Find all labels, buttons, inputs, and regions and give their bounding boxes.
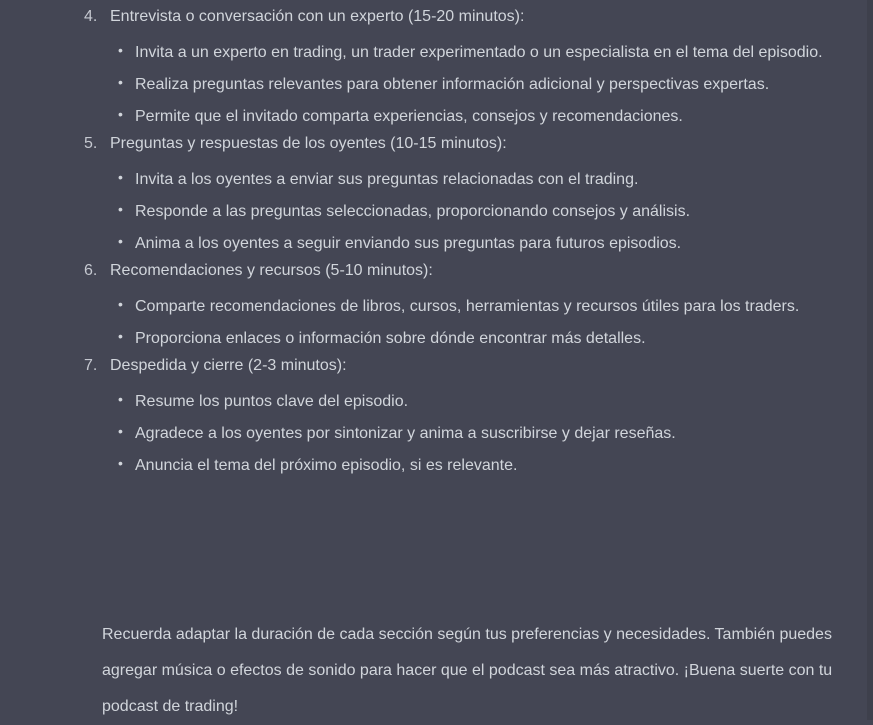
section-number: 5. [84, 135, 98, 152]
bullet-text: Comparte recomendaciones de libros, cursos, herramientas y recursos útiles para los traders. [135, 298, 800, 315]
list-item [0, 228, 860, 260]
bullet-text: Invita a los oyentes a enviar sus preguntas relacionadas con el trading. [135, 171, 639, 188]
list-item [0, 164, 860, 196]
bullet-text: Realiza preguntas relevantes para obtener información adicional y perspectivas expertas. [135, 76, 770, 93]
bullet-icon: • [118, 423, 123, 439]
section-heading [0, 133, 860, 155]
closing-paragraph: Recuerda adaptar la duración de cada sección según tus preferencias y necesidades. También puedes agregar música o efectos de sonido para hacer que el podcast sea más atractivo. ¡Buena suerte con tu podcast de trading! [102, 626, 833, 715]
bullet-text: Permite que el invitado comparta experiencias, consejos y recomendaciones. [135, 108, 683, 125]
bullet-text: Anima a los oyentes a seguir enviando sus preguntas para futuros episodios. [135, 235, 682, 252]
bullet-text: Invita a un experto en trading, un trader experimentado o un especialista en el tema del episodio. [135, 44, 823, 61]
section-heading [0, 6, 860, 28]
bullet-icon: • [118, 455, 123, 471]
section-heading [0, 355, 860, 377]
section-title: Despedida y cierre (2-3 minutos): [110, 357, 347, 374]
section-number: 6. [84, 262, 98, 279]
outline-section-7 [0, 355, 860, 482]
bullet-list [0, 291, 860, 355]
bullet-text: Responde a las preguntas seleccionadas, proporcionando consejos y análisis. [135, 203, 691, 220]
list-item [0, 101, 860, 133]
bullet-text: Anuncia el tema del próximo episodio, si es relevante. [135, 457, 518, 474]
list-item [0, 37, 860, 69]
bullet-list [0, 37, 860, 133]
section-title: Preguntas y respuestas de los oyentes (10-15 minutos): [110, 135, 507, 152]
podcast-outline-list [0, 6, 860, 482]
section-title: Entrevista o conversación con un experto (15-20 minutos): [110, 8, 525, 25]
bullet-icon: • [118, 42, 123, 58]
outline-section-6 [0, 260, 860, 355]
bullet-icon: • [118, 296, 123, 312]
section-title: Recomendaciones y recursos (5-10 minutos): [110, 262, 433, 279]
outline-section-4 [0, 6, 860, 133]
section-heading [0, 260, 860, 282]
list-item [0, 323, 860, 355]
bullet-icon: • [118, 391, 123, 407]
list-item [0, 450, 860, 482]
bullet-icon: • [118, 328, 123, 344]
scrollbar-track[interactable] [867, 0, 873, 720]
section-number: 7. [84, 357, 98, 374]
section-number: 4. [84, 8, 98, 25]
bullet-list [0, 386, 860, 482]
bullet-text: Resume los puntos clave del episodio. [135, 393, 409, 410]
bullet-icon: • [118, 201, 123, 217]
list-item [0, 69, 860, 101]
list-item [0, 291, 860, 323]
bullet-text: Agradece a los oyentes por sintonizar y anima a suscribirse y dejar reseñas. [135, 425, 676, 442]
outline-section-5 [0, 133, 860, 260]
list-item [0, 386, 860, 418]
bullet-icon: • [118, 106, 123, 122]
list-item [0, 418, 860, 450]
bullet-text: Proporciona enlaces o información sobre dónde encontrar más detalles. [135, 330, 646, 347]
bullet-icon: • [118, 233, 123, 249]
bullet-icon: • [118, 74, 123, 90]
bullet-icon: • [118, 169, 123, 185]
list-item [0, 196, 860, 228]
bullet-list [0, 164, 860, 260]
